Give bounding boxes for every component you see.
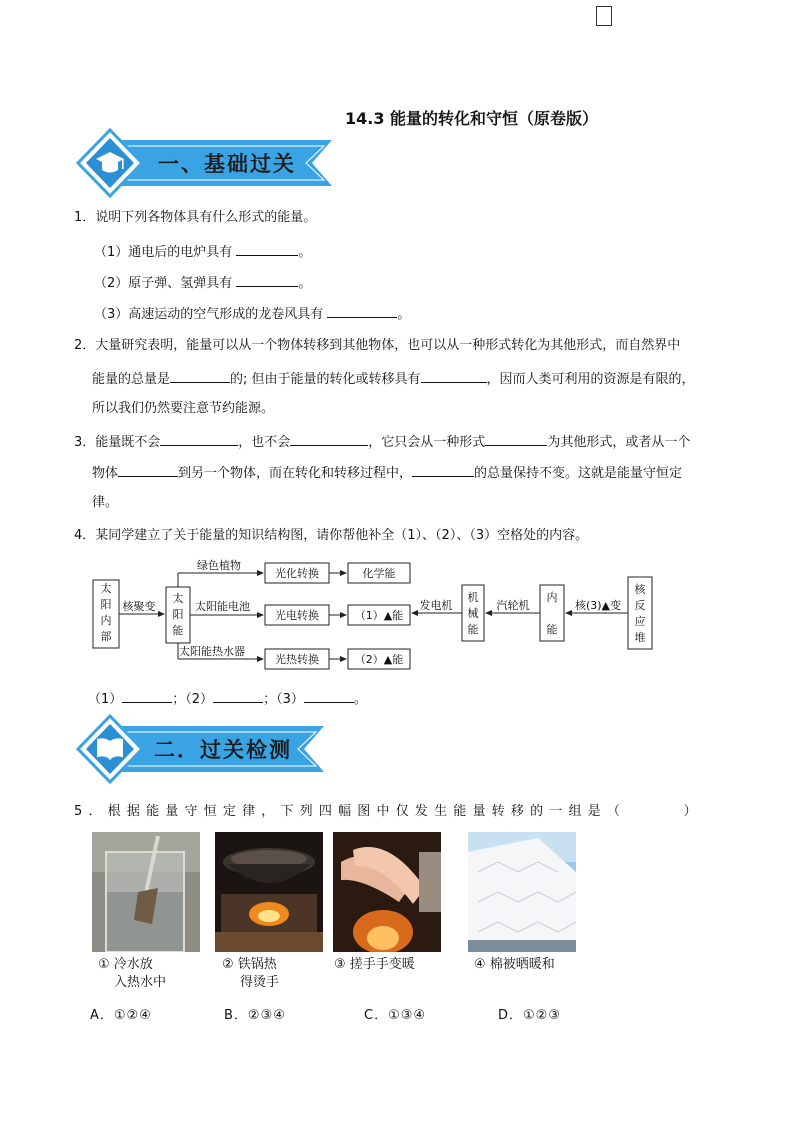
section-heading: 二．过关检测 bbox=[154, 737, 292, 762]
diagram-blank-3: 核(3)▲变 bbox=[574, 599, 622, 612]
caption-3: ③ 搓手手变暖 bbox=[334, 957, 415, 972]
option-d[interactable]: D．①②③ bbox=[498, 1008, 561, 1023]
diagram-reactor-1: 核 bbox=[634, 583, 646, 596]
diagram-fusion-label: 核聚变 bbox=[122, 600, 156, 613]
caption-4: ④ 棉被晒暖和 bbox=[474, 957, 555, 972]
q2-line-2: 能量的总量是 的; 但由于能量的转化或转移具有 ，因而人类可利用的资源是有限的， bbox=[92, 368, 695, 390]
photo-quilt-sunning bbox=[468, 832, 576, 952]
diagram-sun-inner-3: 内 bbox=[100, 614, 112, 627]
diagram-turbine: 汽轮机 bbox=[496, 599, 530, 612]
diagram-generator: 发电机 bbox=[419, 599, 453, 612]
section-heading: 一、基础过关 bbox=[158, 151, 296, 176]
q1-item-1: （1）通电后的电炉具有 。 bbox=[94, 241, 311, 263]
diagram-reactor-4: 堆 bbox=[634, 631, 646, 644]
q1-stem: 1．说明下列各物体具有什么形式的能量。 bbox=[74, 210, 317, 225]
q4-answer-line: （1） ；（2） ；（3） 。 bbox=[88, 688, 367, 710]
option-b[interactable]: B．②③④ bbox=[224, 1008, 286, 1023]
book-icon bbox=[98, 739, 122, 758]
diagram-sun-inner-1: 太 bbox=[100, 582, 112, 595]
diagram-reactor-3: 应 bbox=[634, 615, 646, 628]
diagram-water-heater: 太阳能热水器 bbox=[179, 645, 245, 658]
diagram-blank-2: （2）▲能 bbox=[354, 653, 404, 666]
photo-cold-water-in-hot bbox=[92, 832, 200, 952]
q2-line-1: 2．大量研究表明，能量可以从一个物体转移到其他物体，也可以从一种形式转化为其他形式，而自然界中 bbox=[74, 338, 681, 353]
diagram-solar-2: 阳 bbox=[172, 608, 184, 621]
diagram-chem-energy: 化学能 bbox=[362, 567, 396, 580]
q2-line-3: 所以我们仍然要注意节约能源。 bbox=[92, 401, 275, 416]
diagram-solar-cell: 太阳能电池 bbox=[195, 600, 250, 613]
q5-stem: 5．根据能量守恒定律，下列四幅图中仅发生能量转移的一组是（ ） bbox=[74, 804, 703, 819]
diagram-blank-1: （1）▲能 bbox=[354, 609, 404, 622]
diagram-mech-2: 械 bbox=[467, 607, 479, 620]
diagram-reactor-2: 反 bbox=[634, 599, 646, 612]
diagram-solar-1: 太 bbox=[172, 592, 184, 605]
diagram-green-plant: 绿色植物 bbox=[197, 559, 241, 572]
section-banner-check bbox=[76, 714, 346, 784]
page-title: 14.3 能量的转化和守恒（原卷版） bbox=[345, 109, 599, 128]
option-a[interactable]: A．①②④ bbox=[90, 1008, 152, 1023]
diagram-internal-2: 能 bbox=[546, 623, 558, 636]
diagram-internal-1: 内 bbox=[546, 591, 558, 604]
diagram-photoelec: 光电转换 bbox=[275, 609, 319, 622]
caption-2: ② 铁锅热 得烫手 bbox=[222, 957, 280, 990]
diagram-sun-inner-4: 部 bbox=[100, 630, 112, 643]
photo-iron-pot-hot bbox=[215, 832, 323, 952]
q3-line-1: 3．能量既不会 ，也不会 ，它只会从一种形式 为其他形式，或者从一个 bbox=[74, 431, 690, 453]
q3-line-3: 律。 bbox=[92, 495, 119, 510]
checkbox-square[interactable] bbox=[596, 6, 612, 26]
option-c[interactable]: C．①③④ bbox=[364, 1008, 427, 1023]
photo-rubbing-hands bbox=[333, 832, 441, 952]
energy-structure-diagram bbox=[88, 555, 660, 675]
diagram-mech-1: 机 bbox=[467, 591, 479, 604]
diagram-mech-3: 能 bbox=[467, 623, 479, 636]
q4-stem: 4．某同学建立了关于能量的知识结构图，请你帮他补全（1）、（2）、（3）空格处的内容。 bbox=[74, 528, 589, 543]
q1-item-3: （3）高速运动的空气形成的龙卷风具有 。 bbox=[94, 303, 410, 325]
section-banner-basic bbox=[76, 128, 346, 198]
diagram-photochem: 光化转换 bbox=[275, 567, 319, 580]
diagram-photothermal: 光热转换 bbox=[275, 653, 319, 666]
diagram-sun-inner-2: 阳 bbox=[100, 598, 112, 611]
diagram-solar-3: 能 bbox=[172, 624, 184, 637]
q3-line-2: 物体 到另一个物体，而在转化和转移过程中， 的总量保持不变。这就是能量守恒定 bbox=[92, 462, 682, 484]
q1-item-2: （2）原子弹、氢弹具有 。 bbox=[94, 272, 311, 294]
caption-1: ① 冷水放 入热水中 bbox=[98, 957, 167, 990]
